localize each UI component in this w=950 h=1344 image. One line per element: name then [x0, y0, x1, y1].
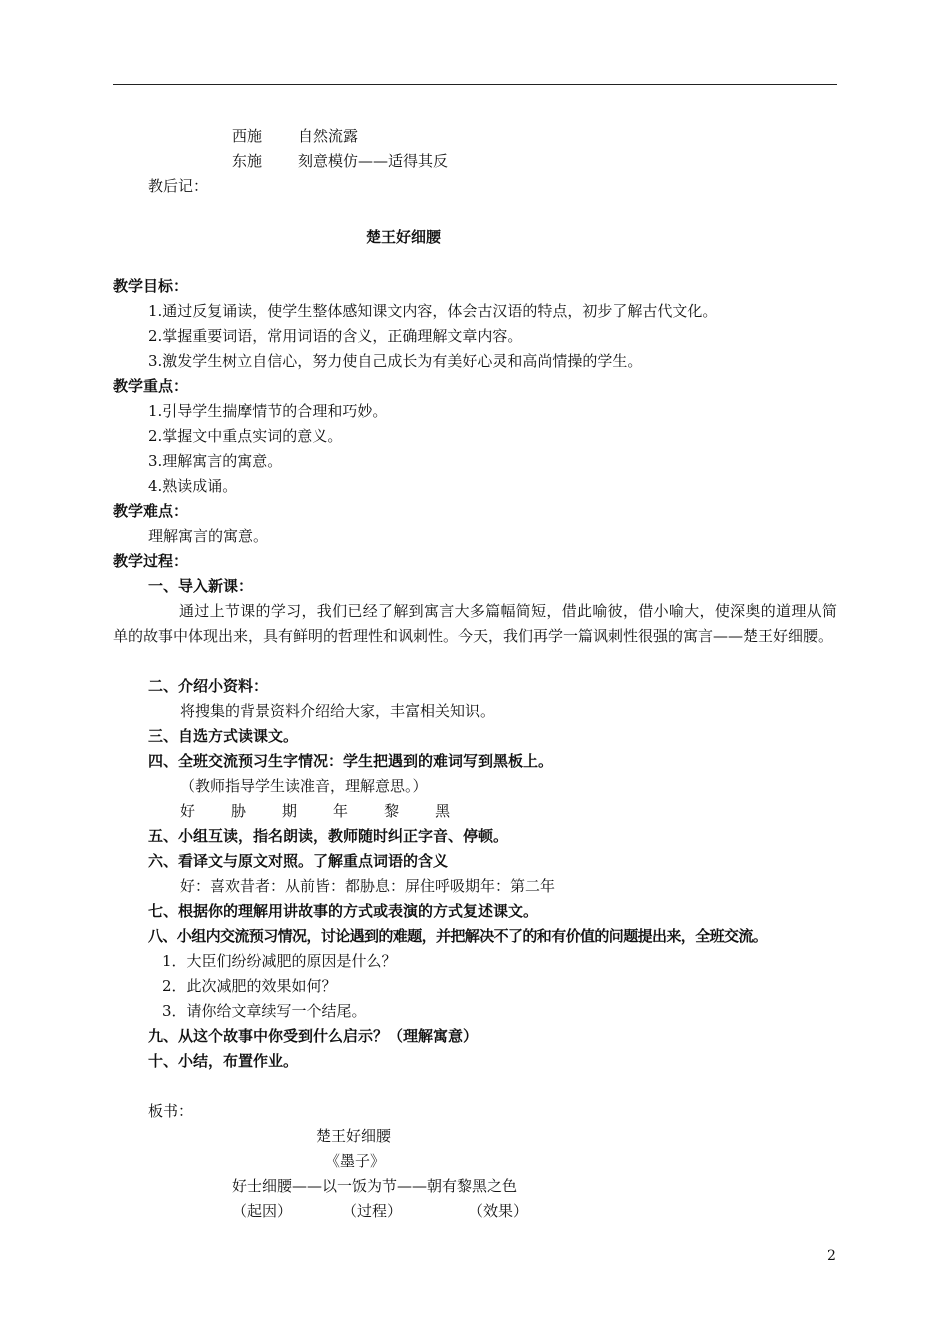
step-10-title: 十、小结，布置作业。 — [148, 1052, 299, 1070]
difficulty-text: 理解寓言的寓意。 — [148, 527, 269, 545]
difficulty-heading: 教学难点： — [113, 502, 189, 520]
key-point-item: 4.熟读成诵。 — [148, 477, 238, 495]
step-8-title: 八、小组内交流预习情况，讨论遇到的难题，并把解决不了的和有价值的问题提出来，全班交流。 — [148, 927, 768, 945]
board-flow: 好士细腰——以一饭为节——朝有黎黑之色 — [232, 1177, 518, 1195]
key-point-item: 1.引导学生揣摩情节的合理和巧妙。 — [148, 402, 388, 420]
board-source: 《墨子》 — [325, 1152, 386, 1170]
lesson-title: 楚王好细腰 — [366, 228, 442, 246]
character: 黑 — [435, 802, 451, 820]
step-4-note: （教师指导学生读准音，理解意思。） — [180, 777, 428, 795]
step-5-title: 五、小组互读，指名朗读，教师随时纠正字音、停顿。 — [148, 827, 509, 845]
step-1-text: 通过上节课的学习，我们已经了解到寓言大多篇幅简短，借此喻彼，借小喻大，使深奥的道理从简单的故事中体现出来，具有鲜明的哲理性和讽刺性。今天，我们再学一篇讽刺性很强的寓言——楚王好细腰。 — [113, 602, 837, 645]
board-process: （过程） — [342, 1202, 403, 1220]
step-1-title: 一、导入新课： — [148, 577, 254, 595]
board-cause: （起因） — [232, 1202, 293, 1220]
step-3-title: 三、自选方式读课文。 — [148, 727, 299, 745]
step-4-characters — [180, 801, 450, 821]
key-point-item: 3.理解寓言的寓意。 — [148, 452, 283, 470]
step-8-item: 2．此次减肥的效果如何？ — [162, 977, 337, 995]
character: 黎 — [384, 802, 400, 820]
step-8-item: 1．大臣们纷纷减肥的原因是什么？ — [162, 952, 397, 970]
pair-dongshi-desc: 刻意模仿——适得其反 — [298, 152, 449, 170]
key-points-heading: 教学重点： — [113, 377, 189, 395]
character: 年 — [333, 802, 349, 820]
step-6-text: 好：喜欢昔者：从前皆：都胁息：屏住呼吸期年：第二年 — [180, 877, 556, 895]
page-number: 2 — [827, 1248, 836, 1264]
step-2-text: 将搜集的背景资料介绍给大家，丰富相关知识。 — [180, 702, 496, 720]
step-8-item: 3．请你给文章续写一个结尾。 — [162, 1002, 367, 1020]
board-title: 楚王好细腰 — [316, 1127, 392, 1145]
after-class-note: 教后记： — [148, 177, 209, 195]
process-heading: 教学过程： — [113, 552, 189, 570]
pair-xishi-name: 西施 — [232, 127, 263, 145]
objective-item: 3.激发学生树立自信心，努力使自己成长为有美好心灵和高尚情操的学生。 — [148, 352, 643, 370]
board-effect: （效果） — [468, 1202, 529, 1220]
objective-item: 2.掌握重要词语，常用词语的含义，正确理解文章内容。 — [148, 327, 523, 345]
step-9-title: 九、从这个故事中你受到什么启示？（理解寓意） — [148, 1027, 479, 1045]
key-point-item: 2.掌握文中重点实词的意义。 — [148, 427, 343, 445]
step-4-title: 四、全班交流预习生字情况：学生把遇到的难词写到黑板上。 — [148, 752, 554, 770]
objective-item: 1.通过反复诵读，使学生整体感知课文内容，体会古汉语的特点，初步了解古代文化。 — [148, 302, 718, 320]
board-label: 板书： — [148, 1102, 194, 1120]
step-6-title: 六、看译文与原文对照。了解重点词语的含义 — [148, 852, 449, 870]
character: 好 — [180, 802, 196, 820]
step-7-title: 七、根据你的理解用讲故事的方式或表演的方式复述课文。 — [148, 902, 539, 920]
character: 期 — [282, 802, 298, 820]
step-2-title: 二、介绍小资料： — [148, 677, 269, 695]
character: 胁 — [231, 802, 247, 820]
objectives-heading: 教学目标： — [113, 277, 189, 295]
header-rule — [113, 84, 837, 85]
pair-xishi-desc: 自然流露 — [298, 127, 359, 145]
pair-dongshi-name: 东施 — [232, 152, 263, 170]
